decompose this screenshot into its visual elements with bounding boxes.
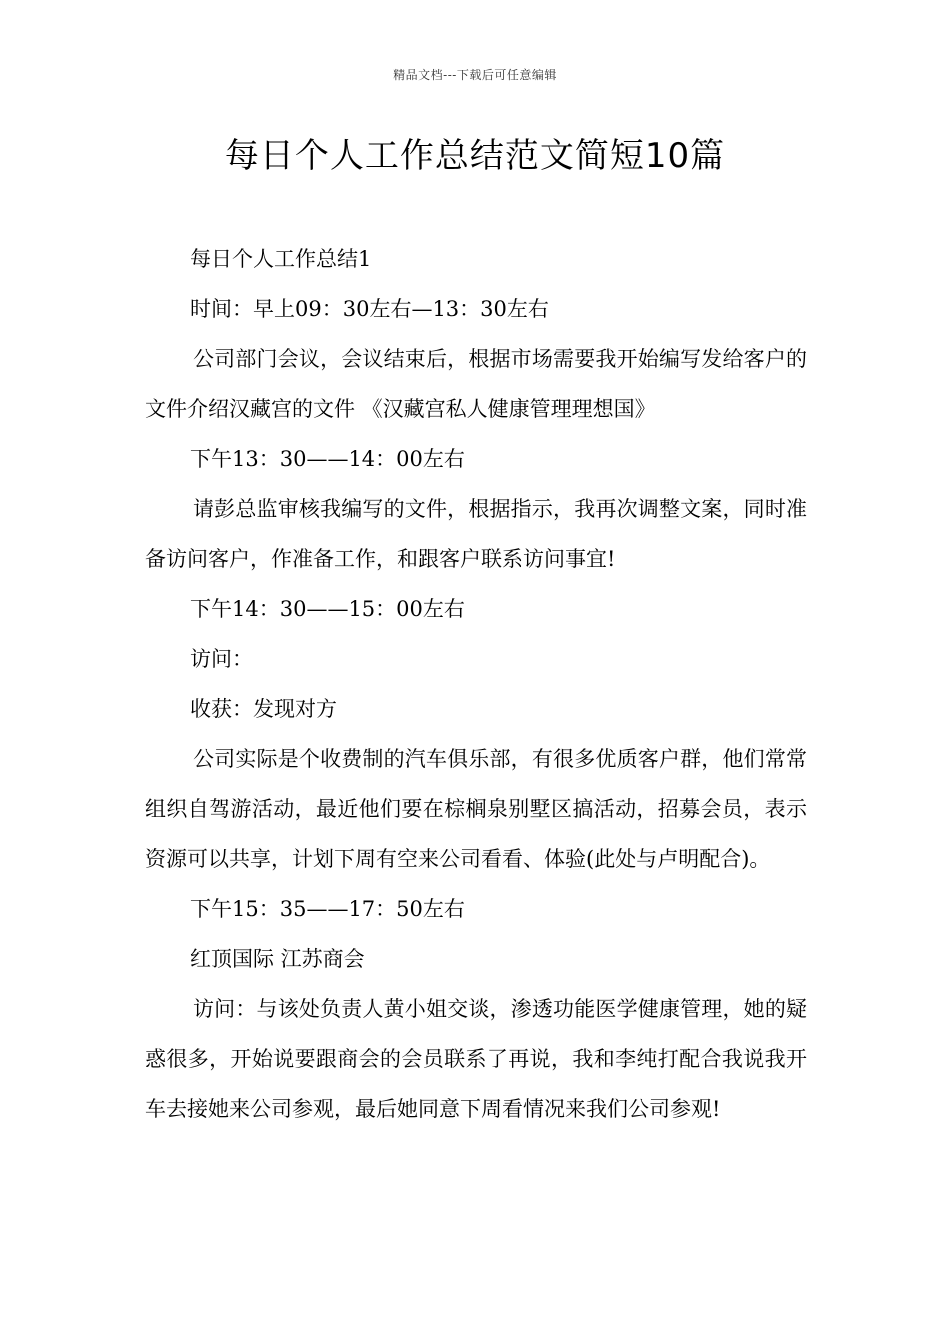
label-line: 访问： xyxy=(190,647,253,671)
body-paragraph: 请彭总监审核我编写的文件，根据指示，我再次调整文案，同时准备访问客户，作准备工作，和跟客户联系访问事宜! xyxy=(145,497,807,571)
time-line: 下午14：30——15：00左右 xyxy=(190,597,465,621)
time-line: 下午15：35——17：50左右 xyxy=(190,897,465,921)
label-line: 收获：发现对方 xyxy=(190,697,337,721)
body-paragraph: 公司部门会议，会议结束后，根据市场需要我开始编写发给客户的文件介绍汉藏宫的文件 《汉藏宫私人健康管理理想国》 xyxy=(145,347,807,421)
label-line: 红顶国际 江苏商会 xyxy=(190,947,365,971)
time-line: 下午13：30——14：00左右 xyxy=(190,447,465,471)
body-paragraph: 访问：与该处负责人黄小姐交谈，渗透功能医学健康管理，她的疑惑很多，开始说要跟商会的会员联系了再说，我和李纯打配合我说我开车去接她来公司参观，最后她同意下周看情况来我们公司参观! xyxy=(145,997,807,1121)
section-heading: 每日个人工作总结1 xyxy=(190,247,372,271)
header-note: 精品文档---下载后可任意编辑 xyxy=(393,68,557,82)
document-title: 每日个人工作总结范文简短10篇 xyxy=(224,136,726,176)
time-line: 时间：早上09：30左右—13：30左右 xyxy=(190,297,549,321)
body-paragraph: 公司实际是个收费制的汽车俱乐部，有很多优质客户群，他们常常组织自驾游活动，最近他们要在棕榈泉别墅区搞活动，招募会员，表示资源可以共享，计划下周有空来公司看看、体验(此处与卢明配合)。 xyxy=(145,747,807,871)
document-body xyxy=(145,234,807,1134)
